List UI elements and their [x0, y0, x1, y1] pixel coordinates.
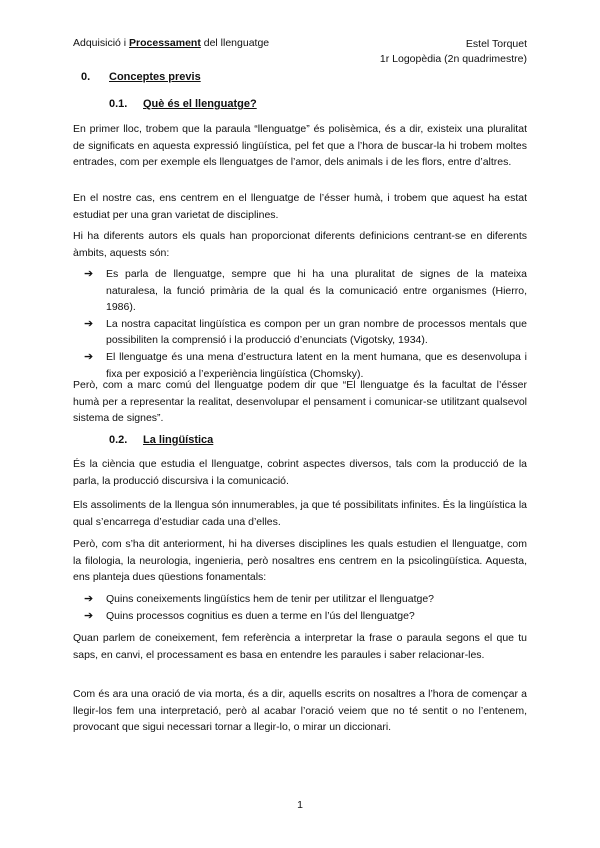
paragraph-garden-path: Com és ara una oració de via morta, és a dir, aquells escrits on nosaltres a l’hora de començar a llegir-los fem una interpretació, però al acabar l’oració veiem que no té sentit o no l’entenem, provocant que sigui necessari tornar a llegir-lo, o mirar un diccionari. [73, 688, 527, 734]
paragraph-human-language: En el nostre cas, ens centrem en el llenguatge de l’ésser humà, i trobem que aquest ha estat estudiat per una gran varietat de disciplines. [73, 192, 527, 221]
arrow-bullet-icon: ➔ [84, 593, 94, 605]
paragraph-disciplines: Però, com s’ha dit anteriorment, hi ha diverses disciplines les quals estudien el llenguatge, com la filologia, la neurologia, ingenieria, però nosaltres ens centrem en la psicolingüística. Aquesta, ens planteja dues qüestions fonamentals: [73, 538, 527, 584]
list-item: ➔ El llenguatge és una mena d’estructura latent en la ment humana, que es desenvolupa i fixa per exposició a l’experiència lingüística (Chomsky). [84, 350, 527, 380]
paragraph-linguistics: És la ciència que estudia el llenguatge, cobrint aspectes diversos, tals com la producció de la parla, la producció discursiva i la comunicació. [73, 458, 527, 487]
header-subject: Adquisició i Processament del llenguatge [73, 37, 270, 49]
questions-list [84, 591, 527, 624]
header-course: 1r Logopèdia (2n quadrimestre) [379, 53, 527, 65]
arrow-bullet-icon: ➔ [84, 317, 94, 330]
header-author: Estel Torquet [465, 38, 527, 50]
list-item: ➔ La nostra capacitat lingüística es compon per un gran nombre de processos mentals que possibiliten la comprensió i la producció d’enunciats (Vigotsky, 1934). [84, 317, 527, 347]
paragraph-polysemy: En primer lloc, trobem que la paraula “llenguatge” és polisèmica, és a dir, existeix una pluralitat de significats en aquesta expressió lingüística, pel fet que a l’hora de buscar-la hi trobem moltes entrades, com per exemple els llenguatges de l’amor, dels animals i de les flors, entre d’altres. [73, 123, 527, 169]
header-author-block [380, 37, 527, 67]
paragraph-achievements: Els assoliments de la llengua són innumerables, ja que té possibilitats infinites. És la lingüística la qual s’encarrega d’estudiar cada una d’elles. [73, 499, 527, 528]
paragraph-common-frame: Però, com a marc comú del llenguatge podem dir que “El llenguatge és la facultat de l’ésser humà per a representar la realitat, desenvolupar el pensament i comunicar-se utilitzant qualsevol sistema de signes”. [73, 379, 527, 425]
section-heading-0: 0. Conceptes previs [81, 71, 201, 83]
arrow-bullet-icon: ➔ [84, 350, 94, 363]
section-heading-0-2: 0.2. La lingüística [109, 434, 214, 446]
arrow-bullet-icon: ➔ [84, 268, 94, 280]
list-item: ➔ Es parla de llenguatge, sempre que hi ha una pluralitat de signes de la mateixa naturalesa, la funció primària de la qual és la comunicació entre organismes (Hierro, 1986). [84, 268, 527, 314]
paragraph-definitions: Hi ha diferents autors els quals han proporcionat diferents definicions centrant-se en diferents àmbits, aquests són: [73, 230, 527, 259]
paragraph-knowledge-processing: Quan parlem de coneixement, fem referència a interpretar la frase o paraula segons el que tu saps, en canvi, el processament es basa en entendre les paraules i saber relacionar-les. [73, 632, 527, 661]
list-item: ➔ Quins processos cognitius es duen a terme en l’ús del llenguatge? [84, 608, 527, 625]
arrow-bullet-icon: ➔ [84, 609, 94, 622]
list-item: ➔ Quins coneixements lingüístics hem de tenir per utilitzar el llenguatge? [84, 591, 527, 608]
definitions-list [84, 266, 527, 382]
section-heading-0-1: 0.1. Què és el llenguatge? [109, 98, 257, 110]
page-number: 1 [297, 799, 303, 811]
